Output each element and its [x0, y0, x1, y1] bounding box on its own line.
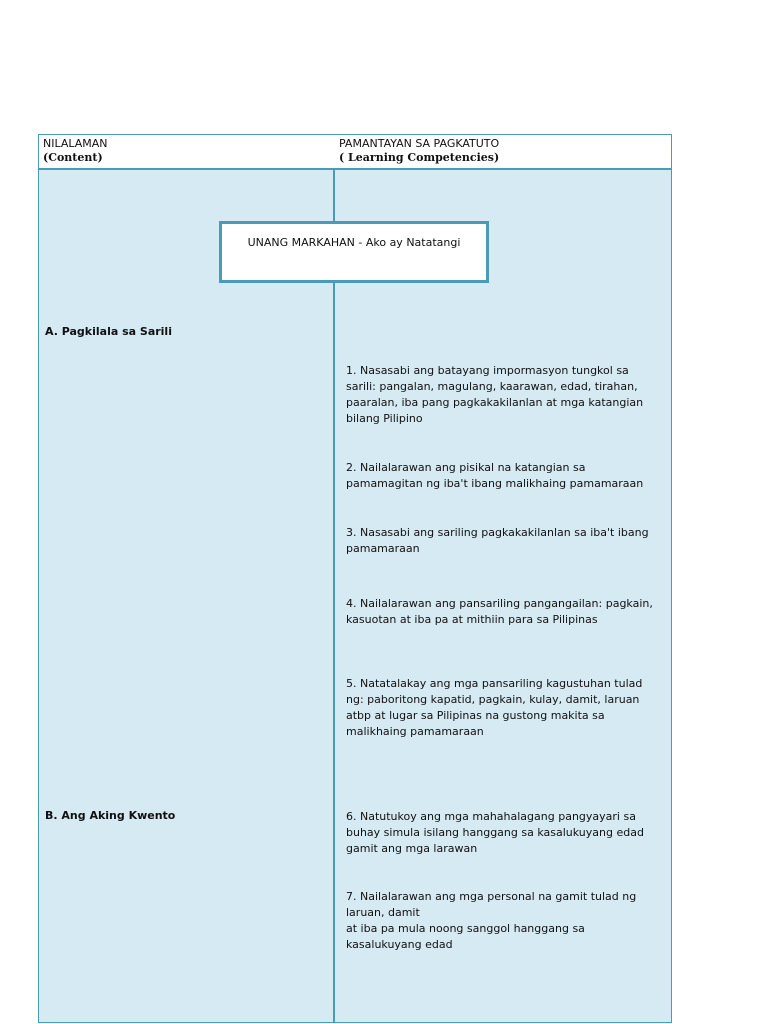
table-body: [39, 170, 671, 1022]
header-competencies-cell: [339, 137, 499, 165]
column-divider: [333, 170, 335, 1022]
competency-item: 4. Nailalarawan ang pansariling pangangailan: pagkain, kasuotan at iba pa at mithiin para sa Pilipinas: [346, 597, 653, 626]
competency-item: 7. Nailalarawan ang mga personal na gamit tulad ng laruan, damit at iba pa mula noong sanggol hanggang sa kasalukuyang edad: [346, 890, 637, 951]
competency-item: 1. Nasasabi ang batayang impormasyon tungkol sa sarili: pangalan, magulang, kaarawan, edad, tirahan, paaralan, iba pang pagkakakilanlan at mga katangian bilang Pilipino: [346, 364, 644, 425]
competency-item: 2. Nailalarawan ang pisikal na katangian sa pamamagitan ng iba't ibang malikhaing pamamaraan: [346, 461, 644, 490]
competency-item: 5. Natatalakay ang mga pansariling kagustuhan tulad ng: paboritong kapatid, pagkain, kulay, damit, laruan atbp at lugar sa Pilipinas na gustong makita sa malikhaing pamamaraan: [346, 677, 643, 738]
header-competencies-title: PAMANTAYAN SA PAGKATUTO: [339, 137, 500, 150]
competency-item: 6. Natutukoy ang mga mahahalagang pangyayari sa buhay simula isilang hanggang sa kasalukuyang edad gamit ang mga larawan: [346, 810, 644, 855]
quarter-title: UNANG MARKAHAN - Ako ay Natatangi: [223, 225, 485, 279]
table-header-row: [39, 135, 671, 170]
header-content-cell: [43, 137, 108, 165]
competency-item: 3. Nasasabi ang sariling pagkakakilanlan sa iba't ibang pamamaraan: [346, 526, 649, 555]
header-content-subtitle: (Content): [43, 151, 103, 164]
section-b-label: B. Ang Aking Kwento: [45, 809, 176, 822]
quarter-title-box: [219, 221, 489, 283]
section-a-label: A. Pagkilala sa Sarili: [45, 325, 172, 338]
curriculum-table: [38, 134, 672, 1023]
header-content-title: NILALAMAN: [43, 137, 108, 150]
header-competencies-subtitle: ( Learning Competencies): [339, 151, 500, 164]
